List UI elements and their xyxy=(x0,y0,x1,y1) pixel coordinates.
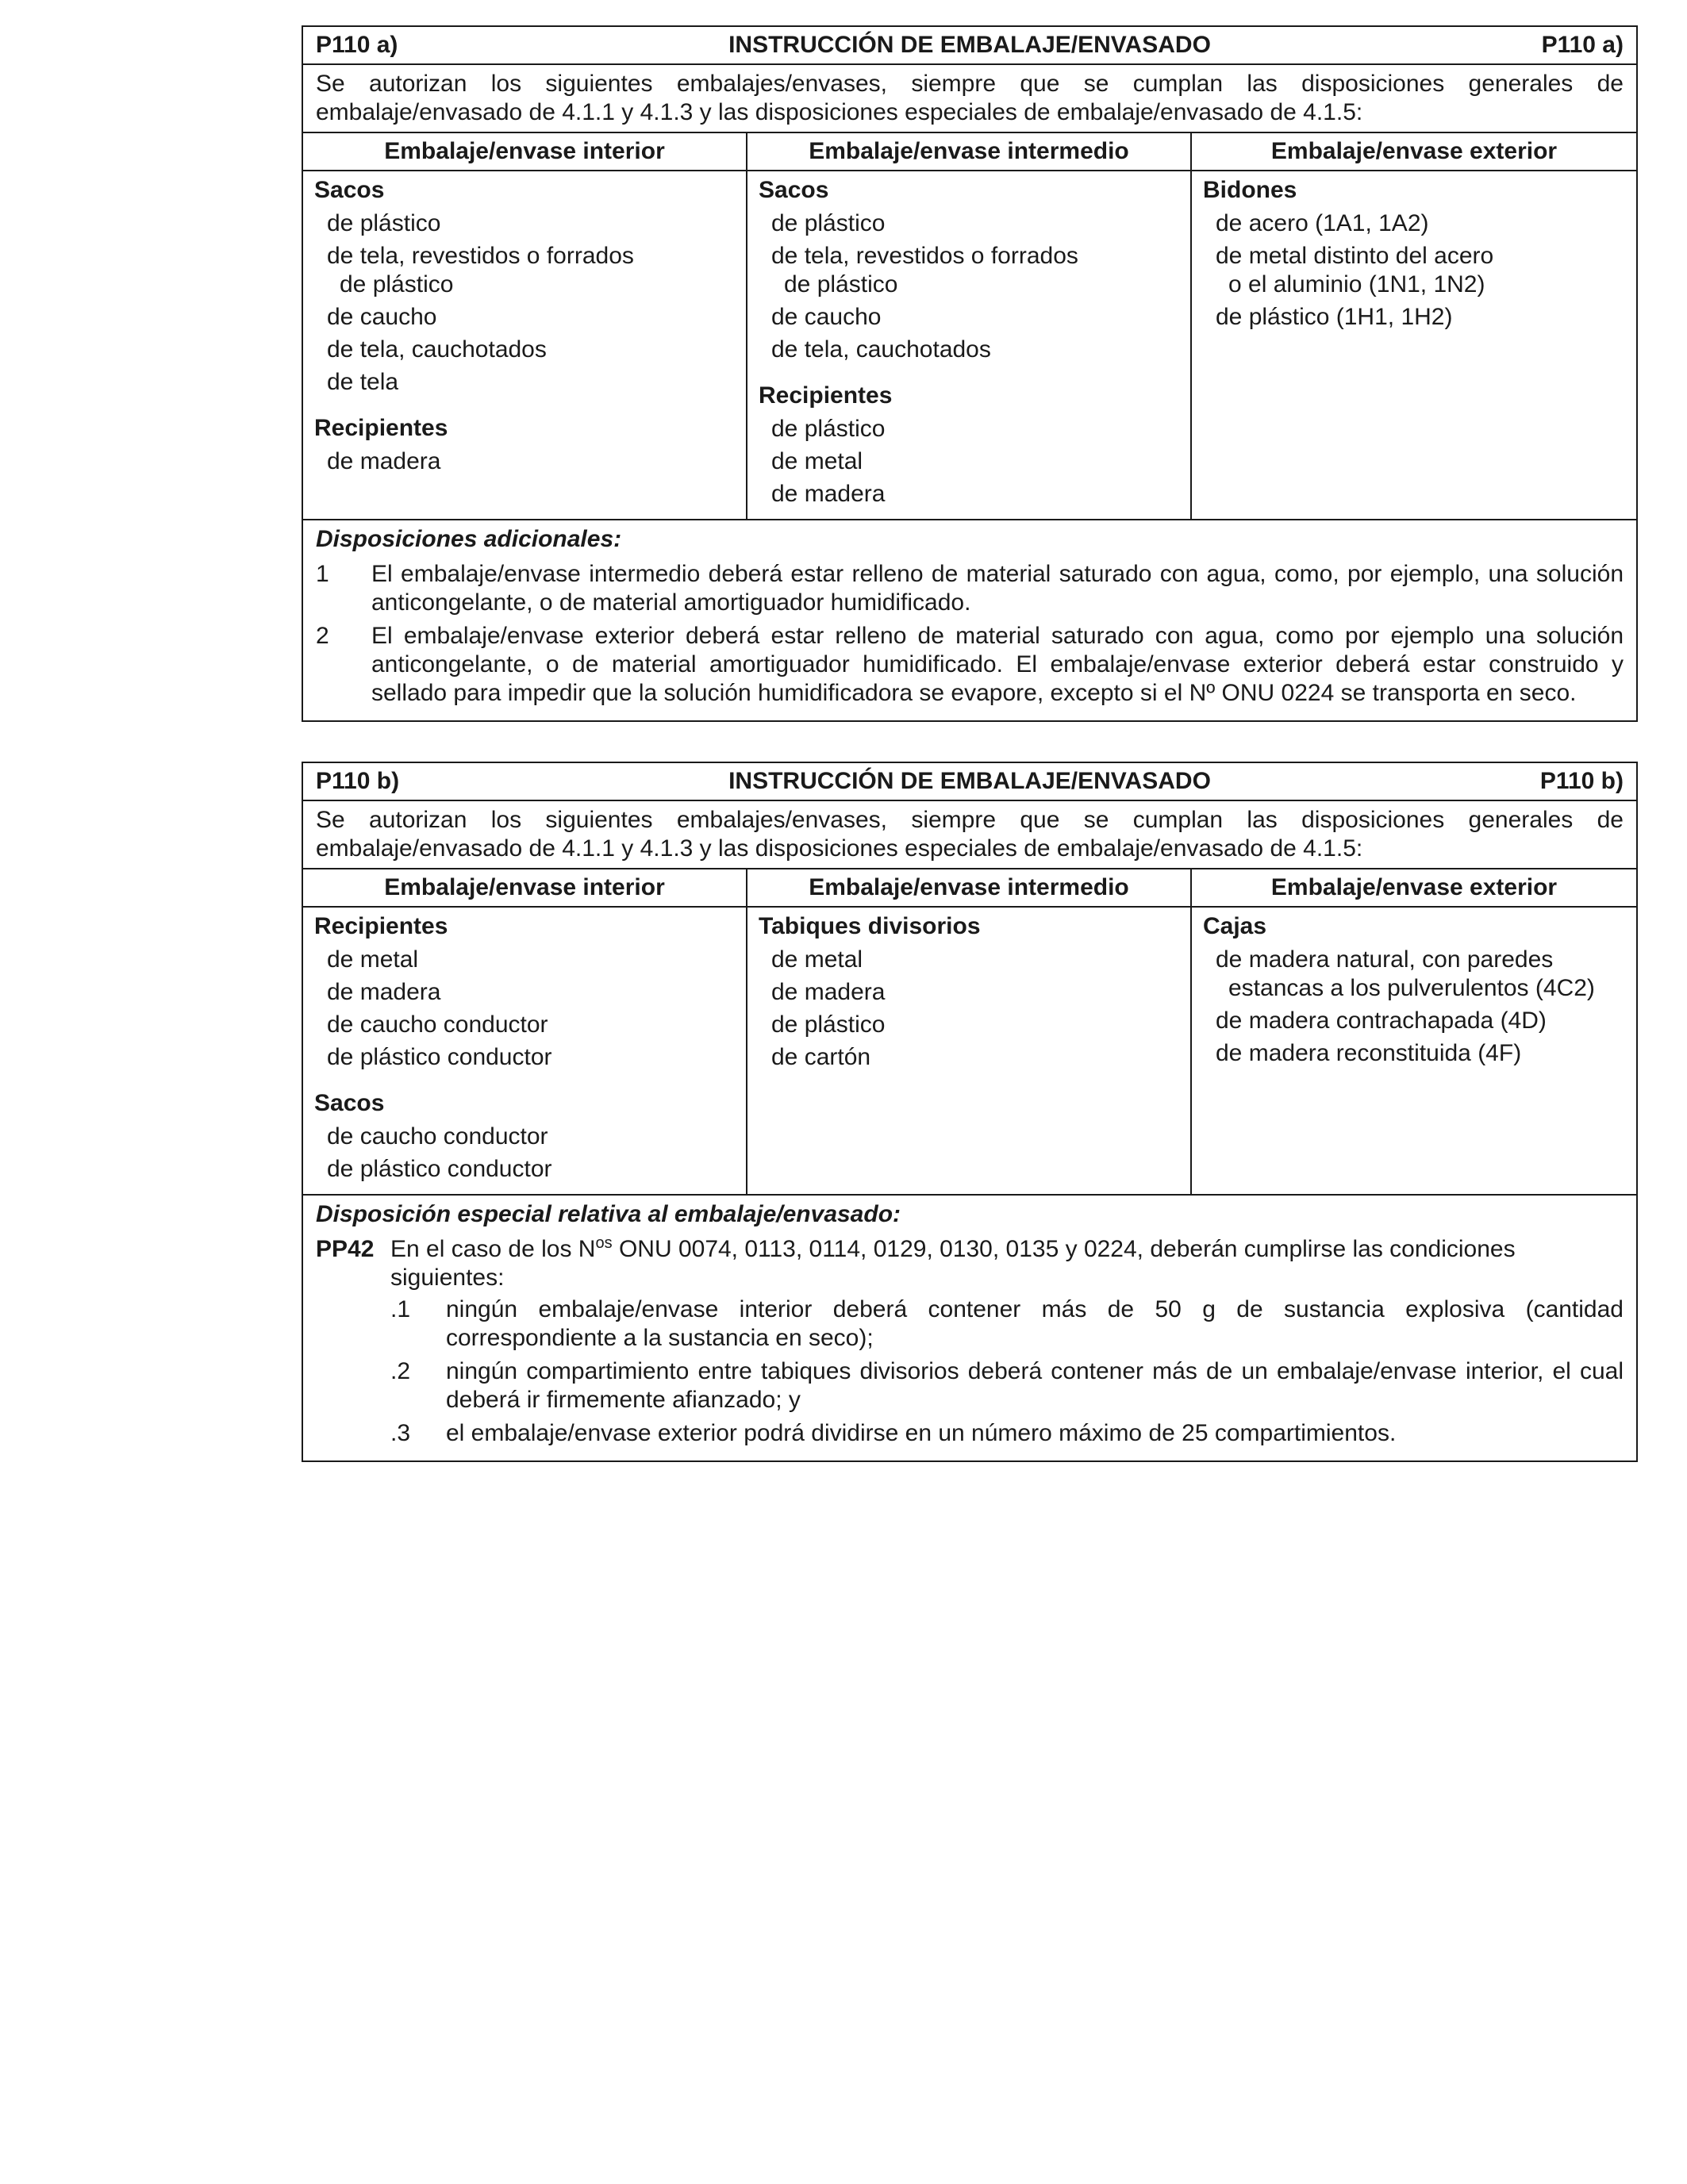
packing-instruction-p110b xyxy=(302,762,1638,1462)
group-title: Sacos xyxy=(759,177,829,203)
list-item: de metal xyxy=(771,448,863,474)
list-item: de caucho xyxy=(771,304,882,330)
list-item: de plástico conductor xyxy=(327,1156,552,1182)
group-sacos xyxy=(759,176,1179,364)
group-title: Cajas xyxy=(1203,913,1267,939)
additional-provisions xyxy=(303,520,1636,720)
column-outer xyxy=(1192,908,1636,1194)
provision-item: 2 El embalaje/envase exterior deberá estar relleno de material saturado con agua, como por ejemplo una solución anticongelante, o de material amortiguador humidificado. El embalaje/envase exterior deberá estar construido y sellado para impedir que la solución humidificadora se evapore, excepto si el Nº ONU 0224 se transporta en seco. xyxy=(316,623,1624,706)
list-item: de plástico xyxy=(771,210,886,236)
instruction-code-left: P110 b) xyxy=(316,768,400,794)
instruction-code-left: P110 a) xyxy=(316,32,398,58)
group-sacos xyxy=(314,176,735,397)
instruction-intro: Se autorizan los siguientes embalajes/envases, siempre que se cumplan las disposiciones generales de embalaje/envasado de 4.1.1 y 4.1.3 y las disposiciones especiales de embalaje/envasado de 4.1.5: xyxy=(303,801,1636,869)
group-bidones xyxy=(1203,176,1625,332)
list-item: de plástico (1H1, 1H2) xyxy=(1216,304,1453,330)
instruction-title: INSTRUCCIÓN DE EMBALAJE/ENVASADO xyxy=(728,768,1211,794)
group-title: Sacos xyxy=(314,177,385,203)
list-item: de tela, cauchotados xyxy=(771,336,991,363)
list-item: de tela, cauchotados xyxy=(327,336,547,363)
group-title: Bidones xyxy=(1203,177,1297,203)
provision-text: En el caso de los $N^{os}$ ONU 0074, 0113, 0114, 0129, 0130, 0135 y 0224, deberán cumplirse las condiciones siguientes: xyxy=(390,1234,1516,1291)
list-item: de plástico conductor xyxy=(327,1044,552,1070)
provision-subitem: .1 ningún embalaje/envase interior deberá contener más de 50 g de sustancia explosiva (cantidad correspondiente a la sustancia en seco); xyxy=(390,1296,1624,1351)
provision-code: PP42 xyxy=(316,1236,375,1262)
provisions-title: Disposiciones adicionales: xyxy=(316,526,622,552)
list-item: de plástico xyxy=(327,210,441,236)
group-sacos xyxy=(314,1089,735,1184)
group-title: Recipientes xyxy=(759,382,893,409)
special-provision-title: Disposición especial relativa al embalaje/envasado: xyxy=(316,1201,901,1227)
instruction-code-right: P110 a) xyxy=(1541,32,1624,58)
list-item: de madera xyxy=(771,481,886,507)
list-item: de cartón xyxy=(771,1044,871,1070)
packaging-columns xyxy=(303,908,1636,1196)
list-item: de caucho conductor xyxy=(327,1123,548,1150)
instruction-header xyxy=(303,763,1636,801)
list-item: de tela, revestidos o forrados de plástico xyxy=(327,243,634,297)
list-item: de caucho conductor xyxy=(327,1011,548,1038)
column-intermediate xyxy=(747,171,1192,519)
column-outer xyxy=(1192,171,1636,519)
group-title: Recipientes xyxy=(314,415,448,441)
list-item: de madera reconstituida (4F) xyxy=(1216,1040,1522,1066)
group-title: Tabiques divisorios xyxy=(759,913,981,939)
instruction-intro: Se autorizan los siguientes embalajes/envases, siempre que se cumplan las disposiciones generales de embalaje/envasado de 4.1.1 y 4.1.3 y las disposiciones especiales de embalaje/envasado de 4.1.5: xyxy=(303,65,1636,133)
group-title: Recipientes xyxy=(314,913,448,939)
provision-subitem: .3 el embalaje/envase exterior podrá dividirse en un número máximo de 25 compartimientos. xyxy=(390,1420,1397,1446)
list-item: de plástico xyxy=(771,1011,886,1038)
header-intermediate: Embalaje/envase intermedio xyxy=(747,133,1192,170)
list-item: de plástico xyxy=(771,416,886,442)
header-inner: Embalaje/envase interior xyxy=(303,133,747,170)
instruction-header xyxy=(303,27,1636,65)
header-outer: Embalaje/envase exterior xyxy=(1270,138,1558,164)
provision-item xyxy=(316,1235,1624,1292)
list-item: de madera xyxy=(771,979,886,1005)
provision-subitem: .2 ningún compartimiento entre tabiques divisorios deberá contener más de un embalaje/envase interior, el cual deberá ir firmemente afianzado; y xyxy=(390,1358,1624,1413)
list-item: de caucho xyxy=(327,304,437,330)
special-provision xyxy=(303,1196,1636,1460)
instruction-code-right: P110 b) xyxy=(1539,768,1624,794)
group-cajas xyxy=(1203,912,1625,1068)
list-item: de metal xyxy=(771,946,863,973)
list-item: de tela xyxy=(327,369,399,395)
list-item: de metal distinto del acero o el aluminio (1N1, 1N2) xyxy=(1216,243,1494,297)
packing-instruction-p110a xyxy=(302,25,1638,722)
list-item: de madera xyxy=(327,448,441,474)
group-tabiques xyxy=(759,912,1179,1072)
list-item: de madera contrachapada (4D) xyxy=(1216,1008,1547,1034)
list-item: de acero (1A1, 1A2) xyxy=(1216,210,1429,236)
group-recipientes xyxy=(759,382,1179,509)
provision-item: 1 El embalaje/envase intermedio deberá estar relleno de material saturado con agua, como, por ejemplo, una solución anticongelante, o de material amortiguador humidificado. xyxy=(316,561,1624,616)
column-headers xyxy=(303,869,1636,908)
packaging-columns xyxy=(303,171,1636,520)
header-outer: Embalaje/envase exterior xyxy=(1270,874,1558,900)
group-recipientes xyxy=(314,414,735,476)
instruction-title: INSTRUCCIÓN DE EMBALAJE/ENVASADO xyxy=(728,32,1211,58)
group-title: Sacos xyxy=(314,1090,385,1116)
list-item: de madera xyxy=(327,979,441,1005)
column-headers xyxy=(303,133,1636,171)
list-item: de madera natural, con paredes estancas a los pulverulentos (4C2) xyxy=(1216,946,1595,1001)
list-item: de tela, revestidos o forrados de plástico xyxy=(771,243,1078,297)
group-recipientes xyxy=(314,912,735,1072)
list-item: de metal xyxy=(327,946,419,973)
header-intermediate: Embalaje/envase intermedio xyxy=(747,869,1192,906)
column-intermediate xyxy=(747,908,1192,1194)
column-inner xyxy=(303,171,747,519)
column-inner xyxy=(303,908,747,1194)
header-inner: Embalaje/envase interior xyxy=(303,869,747,906)
